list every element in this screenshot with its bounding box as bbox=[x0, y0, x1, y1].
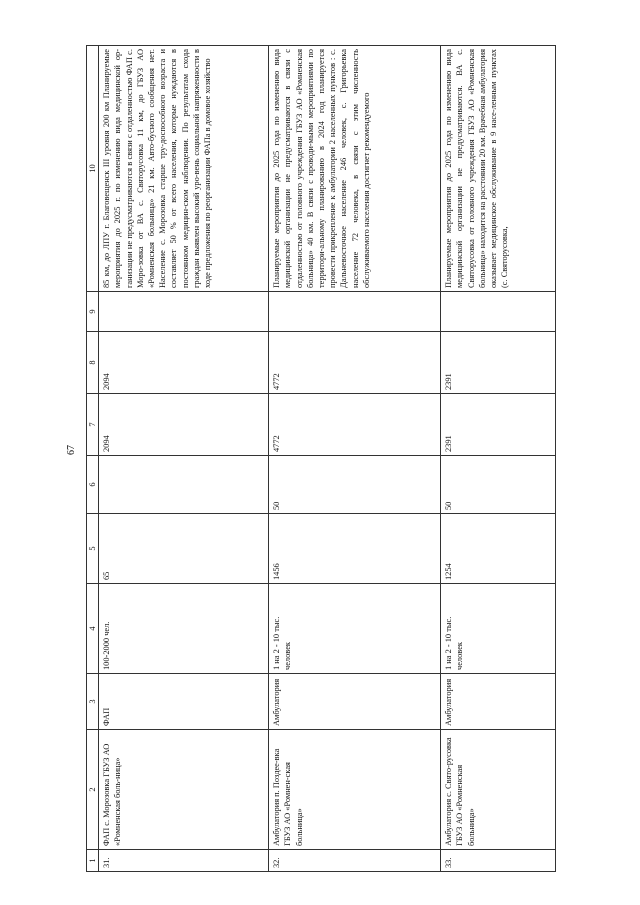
facility-type: Амбулатория bbox=[441, 674, 556, 730]
col-header-7: 7 bbox=[87, 394, 99, 456]
value-9 bbox=[99, 292, 269, 332]
value-5: 65 bbox=[99, 514, 269, 584]
table-row bbox=[441, 46, 556, 872]
value-7: 4772 bbox=[269, 394, 441, 456]
col-header-5: 5 bbox=[87, 514, 99, 584]
value-6 bbox=[99, 456, 269, 514]
col-header-2: 2 bbox=[87, 730, 99, 850]
col-header-9: 9 bbox=[87, 292, 99, 332]
row-number: 32. bbox=[269, 850, 441, 872]
value-6: 50 bbox=[441, 456, 556, 514]
facility-table bbox=[86, 45, 556, 872]
value-9 bbox=[269, 292, 441, 332]
col-header-6: 6 bbox=[87, 456, 99, 514]
facility-name: Амбулатория с. Свято-русовка ГБУЗ АО «Ромненская больница» bbox=[441, 730, 556, 850]
value-8: 4772 bbox=[269, 332, 441, 394]
header-row bbox=[87, 46, 99, 872]
page-number: 67 bbox=[66, 445, 77, 455]
comment: Планируемые мероприятия до 2025 года по изменению вида медицинской организации не предусматриваются в связи с отдаленностью от головного учреждения ГБУЗ АО «Ромненская больница» 40 км. В связи с проводи-мыми мероприятиями по территори-альному планированию в 2024 год планируется провести прикрепление к амбулатории 2 населенных пунктов : с. Дальневосточное население 246 человек, с. Григорьевка население 72 человека, в связи с этим численность обслуживаемого населения достигнет рекомендуемого bbox=[269, 46, 441, 292]
col-header-10: 10 bbox=[87, 46, 99, 292]
facility-type: Амбулатория bbox=[269, 674, 441, 730]
table-row bbox=[269, 46, 441, 872]
norm: 1 на 2 - 10 тыс. человек bbox=[441, 584, 556, 674]
facility-name: Амбулатория п. Поздее-вка ГБУЗ АО «Ромнен-ская больница» bbox=[269, 730, 441, 850]
facility-name: ФАП с. Морозовка ГБУЗ АО «Ромненская боль-ница» bbox=[99, 730, 269, 850]
comment: 85 км, до ЛПУ г. Благовещенск III уровня 200 км Планируемые мероприятия до 2025 г. по изменению вида медицинской ор-ганизации не предусматриваются в связи с отдаленностью ФАП с. Моро-зовка от ВА с. Святорусовка 11 км, до ГБУЗ АО «Ромненская больница» 21 км. Авто-бусного сообщения нет. Население с. Морозовка старше тру-доспособного возраста и составляет 50 % от всего населения, которые нуждаются в постоянном медицин-ском наблюдении. По результатам схода граждан выявлен высокий уро-вень социальной напряженности в ходе предложения по реорганизации ФАПа в домовое хозяйство bbox=[99, 46, 269, 292]
value-6: 50 bbox=[269, 456, 441, 514]
col-header-4: 4 bbox=[87, 584, 99, 674]
facility-type: ФАП bbox=[99, 674, 269, 730]
col-header-8: 8 bbox=[87, 332, 99, 394]
col-header-1: 1 bbox=[87, 850, 99, 872]
row-number: 33. bbox=[441, 850, 556, 872]
comment: Планируемые мероприятия до 2025 года по изменению вида медицинской организации не предусматриваются. ВА с. Святорусовка от головного учреждения ГБУЗ АО «Ромненская больница» находится на расстоянии 20 км. Врачебная амбулатория оказывает медицинское обслуживание в 9 насе-ленным пунктах (с. Святорусовка, bbox=[441, 46, 556, 292]
norm: 100-2000 чел. bbox=[99, 584, 269, 674]
norm: 1 на 2 - 10 тыс. человек bbox=[269, 584, 441, 674]
value-7: 2391 bbox=[441, 394, 556, 456]
row-number: 31. bbox=[99, 850, 269, 872]
value-5: 1254 bbox=[441, 514, 556, 584]
table-row bbox=[99, 46, 269, 872]
value-7: 2094 bbox=[99, 394, 269, 456]
value-5: 1456 bbox=[269, 514, 441, 584]
value-8: 2391 bbox=[441, 332, 556, 394]
rotated-page bbox=[86, 46, 556, 872]
value-8: 2094 bbox=[99, 332, 269, 394]
value-9 bbox=[441, 292, 556, 332]
col-header-3: 3 bbox=[87, 674, 99, 730]
